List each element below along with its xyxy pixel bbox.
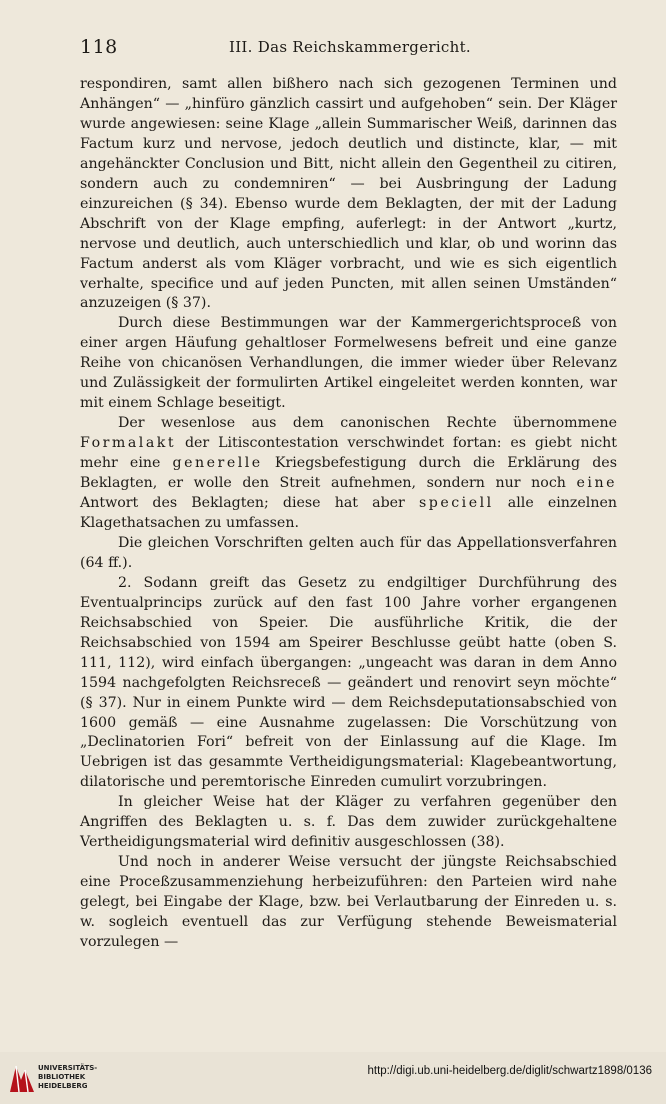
library-name-line: HEIDELBERG — [38, 1082, 88, 1090]
paragraph: 2. Sodann greift das Gesetz zu endgiltiger Durchführung des Eventualprincips zurück auf den fast 100 Jahre vorher ergangenen Reichsabschied von Speier. Die ausführliche Kritik, die der Reichsabschied von 1594 am Speirer Beschlusse geübt hatte (oben S. 111, 112), wird einfach übergangen: „ungeacht was daran in dem Anno 1594 nachgefolgten Reichsreceß — geändert und renovirt seyn möchte“ (§ 37). Nur in einem Punkte wird — dem Reichsdeputationsabschied von 1600 gemäß — eine Ausnahme zugelassen: Die Vorschützung von „Declinatorien Fori“ befreit von der Einlassung auf die Klage. Im Uebrigen ist das gesammte Vertheidigungsmaterial: Klagebeantwortung, dilatorische und peremtorische Einreden cumulirt vorzubringen. — [80, 574, 617, 791]
paragraph-text-run: Der wesenlose aus dem canonischen Rechte übernommene — [118, 415, 617, 432]
footer-bar — [0, 1052, 666, 1104]
page-header — [80, 36, 620, 62]
body-text — [80, 75, 617, 953]
paragraph: Die gleichen Vorschriften gelten auch für das Appellationsverfahren (64 ff.). — [80, 534, 617, 571]
ub-heidelberg-logo-icon[interactable] — [8, 1062, 36, 1094]
running-title: III. Das Reichskammergericht. — [228, 38, 471, 56]
spaced-emphasis-text: eine — [576, 475, 617, 492]
paragraph-text-run: alle einzelnen Klagethatsachen zu umfassen. — [80, 495, 617, 531]
library-name-line: UNIVERSITÄTS- — [38, 1064, 98, 1072]
paragraph: In gleicher Weise hat der Kläger zu verfahren gegenüber den Angriffen des Beklagten u. s. f. Das dem zuwider zurückgehaltene Vertheidigungsmaterial wird definitiv ausgeschlossen (38). — [80, 794, 617, 851]
paragraph: respondiren, samt allen bißhero nach sich gezogenen Terminen und Anhängen“ — „hinfüro gänzlich cassirt und aufgehoben“ sein. Der Kläger wurde angewiesen: seine Klage „allein Summarischer Weiß, darinnen das Factum kurz und nervose, jedoch deutlich und distincte, klar, — mit angehänckter Conclusion und Bitt, nicht allein den Gegentheil zu citiren, sondern auch zu condemniren“ — bei Ausbringung der Ladung einzureichen (§ 34). Ebenso wurde dem Beklagten, der mit der Ladung Abschrift von der Klage empfing, auferlegt: in der Antwort „kurtz, nervose und deutlich, auch unterschiedlich und klar, ob und worinn das Factum anderst als vom Kläger vorbracht, und wie es sich eigentlich verhalte, specifice und auf jeden Puncten, mit allen seinen Umständen“ anzuzeigen (§ 37). — [80, 76, 617, 312]
paragraph-text-run: der Litiscontestation verschwindet fortan: es giebt nicht mehr eine — [80, 435, 617, 472]
page-number: 118 — [80, 36, 118, 58]
library-name — [38, 1064, 97, 1091]
paragraph: Und noch in anderer Weise versucht der jüngste Reichsabschied eine Proceßzusammenziehung herbeizuführen: den Parteien wird nahe gelegt, bei Eingabe der Klage, bzw. bei Verlautbarung der Einreden u. s. w. sogleich eventuell das zur Verfügung stehende Beweismaterial vorzulegen — — [80, 854, 617, 950]
paragraph-text-run: Kriegsbefestigung durch die Erklärung des Beklagten, er wolle den Streit aufnehmen, sondern nur noch — [80, 455, 617, 492]
spaced-emphasis-text: Formalakt — [80, 435, 177, 452]
paragraph — [80, 414, 617, 534]
paragraph: Durch diese Bestimmungen war der Kammergerichtsproceß von einer argen Häufung gehaltloser Formelwesens befreit und eine ganze Reihe von chicanösen Verhandlungen, die immer wieder über Relevanz und Zulässigkeit der formulirten Artikel eingeleitet werden konnten, war mit einem Schlage beseitigt. — [80, 315, 617, 412]
spaced-emphasis-text: speciell — [418, 495, 494, 512]
spaced-emphasis-text: generelle — [172, 455, 263, 472]
library-name-line: BIBLIOTHEK — [38, 1073, 86, 1081]
source-url-link[interactable]: http://digi.ub.uni-heidelberg.de/diglit/schwartz1898/0136 — [367, 1065, 652, 1077]
paragraph-text-run: Antwort des Beklagten; diese hat aber — [80, 495, 419, 512]
